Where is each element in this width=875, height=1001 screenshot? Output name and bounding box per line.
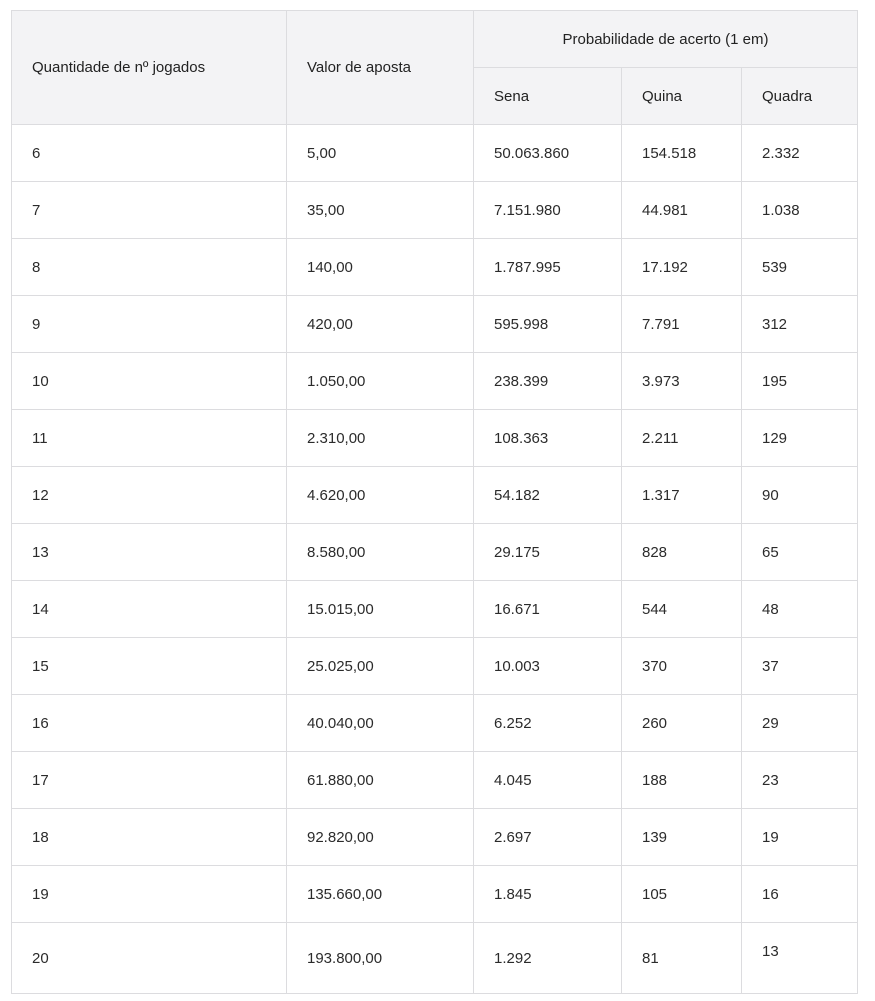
cell-quadra: 129 (742, 410, 858, 467)
cell-quadra: 19 (742, 809, 858, 866)
cell-quina: 139 (622, 809, 742, 866)
cell-quina: 81 (622, 923, 742, 994)
cell-sena: 1.845 (474, 866, 622, 923)
cell-quadra: 65 (742, 524, 858, 581)
cell-quantity: 19 (12, 866, 287, 923)
cell-sena: 29.175 (474, 524, 622, 581)
cell-bet-value: 35,00 (287, 182, 474, 239)
table-row (12, 638, 858, 695)
cell-bet-value: 420,00 (287, 296, 474, 353)
cell-bet-value: 15.015,00 (287, 581, 474, 638)
table-row (12, 581, 858, 638)
cell-quantity: 7 (12, 182, 287, 239)
probability-table (11, 10, 858, 994)
table-row (12, 353, 858, 410)
cell-sena: 10.003 (474, 638, 622, 695)
cell-quadra: 29 (742, 695, 858, 752)
cell-quantity: 8 (12, 239, 287, 296)
cell-bet-value: 8.580,00 (287, 524, 474, 581)
cell-quantity: 13 (12, 524, 287, 581)
table-header (12, 11, 858, 125)
cell-sena: 1.787.995 (474, 239, 622, 296)
cell-sena: 595.998 (474, 296, 622, 353)
header-quadra: Quadra (742, 68, 858, 125)
cell-quantity: 10 (12, 353, 287, 410)
cell-sena: 1.292 (474, 923, 622, 994)
cell-quadra: 539 (742, 239, 858, 296)
table-row (12, 752, 858, 809)
cell-quantity: 14 (12, 581, 287, 638)
cell-quantity: 18 (12, 809, 287, 866)
cell-bet-value: 25.025,00 (287, 638, 474, 695)
table-row (12, 125, 858, 182)
cell-quina: 44.981 (622, 182, 742, 239)
table-row (12, 866, 858, 923)
cell-quadra: 13 (742, 923, 858, 994)
cell-sena: 16.671 (474, 581, 622, 638)
cell-quina: 2.211 (622, 410, 742, 467)
cell-sena: 50.063.860 (474, 125, 622, 182)
table-row (12, 410, 858, 467)
cell-quadra: 1.038 (742, 182, 858, 239)
table-row (12, 695, 858, 752)
table-row (12, 923, 858, 994)
cell-quantity: 6 (12, 125, 287, 182)
cell-bet-value: 5,00 (287, 125, 474, 182)
cell-quantity: 9 (12, 296, 287, 353)
cell-quina: 7.791 (622, 296, 742, 353)
cell-quina: 17.192 (622, 239, 742, 296)
cell-quadra: 312 (742, 296, 858, 353)
cell-quina: 188 (622, 752, 742, 809)
header-quina: Quina (622, 68, 742, 125)
cell-bet-value: 61.880,00 (287, 752, 474, 809)
cell-quadra: 90 (742, 467, 858, 524)
cell-sena: 7.151.980 (474, 182, 622, 239)
cell-quantity: 20 (12, 923, 287, 994)
cell-sena: 108.363 (474, 410, 622, 467)
cell-bet-value: 1.050,00 (287, 353, 474, 410)
table-row (12, 182, 858, 239)
cell-quadra: 16 (742, 866, 858, 923)
cell-quantity: 12 (12, 467, 287, 524)
cell-quina: 544 (622, 581, 742, 638)
cell-quadra: 2.332 (742, 125, 858, 182)
cell-sena: 4.045 (474, 752, 622, 809)
cell-sena: 2.697 (474, 809, 622, 866)
header-sena: Sena (474, 68, 622, 125)
cell-sena: 238.399 (474, 353, 622, 410)
cell-bet-value: 2.310,00 (287, 410, 474, 467)
cell-quadra: 23 (742, 752, 858, 809)
cell-quadra: 195 (742, 353, 858, 410)
cell-quantity: 11 (12, 410, 287, 467)
table-row (12, 809, 858, 866)
cell-quadra: 37 (742, 638, 858, 695)
cell-quina: 154.518 (622, 125, 742, 182)
header-probability-group: Probabilidade de acerto (1 em) (474, 11, 858, 68)
table-row (12, 239, 858, 296)
cell-quina: 260 (622, 695, 742, 752)
header-quantity: Quantidade de nº jogados (12, 11, 287, 125)
cell-quantity: 16 (12, 695, 287, 752)
cell-bet-value: 40.040,00 (287, 695, 474, 752)
table-row (12, 296, 858, 353)
cell-bet-value: 4.620,00 (287, 467, 474, 524)
cell-quina: 1.317 (622, 467, 742, 524)
cell-bet-value: 92.820,00 (287, 809, 474, 866)
cell-bet-value: 140,00 (287, 239, 474, 296)
cell-quantity: 17 (12, 752, 287, 809)
cell-quina: 828 (622, 524, 742, 581)
cell-sena: 6.252 (474, 695, 622, 752)
cell-quina: 3.973 (622, 353, 742, 410)
table-body (12, 125, 858, 994)
cell-sena: 54.182 (474, 467, 622, 524)
cell-quadra: 48 (742, 581, 858, 638)
cell-quina: 105 (622, 866, 742, 923)
table-row (12, 467, 858, 524)
cell-bet-value: 193.800,00 (287, 923, 474, 994)
cell-quina: 370 (622, 638, 742, 695)
header-bet-value: Valor de aposta (287, 11, 474, 125)
cell-quantity: 15 (12, 638, 287, 695)
table-row (12, 524, 858, 581)
cell-bet-value: 135.660,00 (287, 866, 474, 923)
